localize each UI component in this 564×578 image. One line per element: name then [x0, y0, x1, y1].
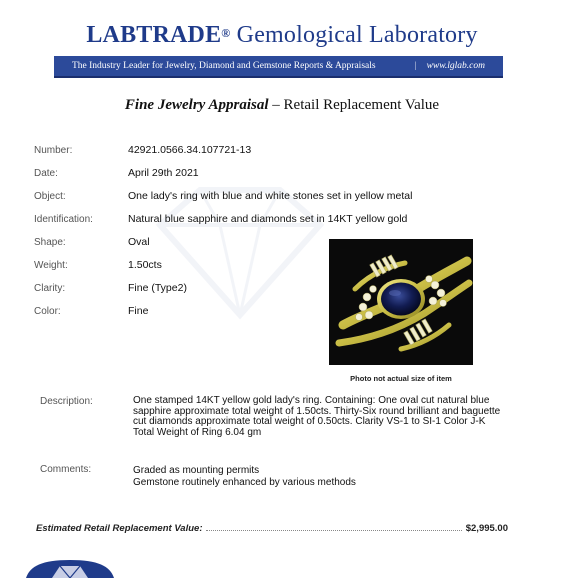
comments-line: Graded as mounting permits: [133, 465, 260, 476]
weight-label: Weight:: [34, 260, 68, 271]
shape-value: Oval: [128, 236, 150, 248]
number-value: 42921.0566.34.107721-13: [128, 144, 252, 156]
ring-photo: [329, 239, 473, 365]
clarity-value: Fine (Type2): [128, 282, 187, 294]
date-value: April 29th 2021: [128, 167, 199, 179]
document-title-sub: – Retail Replacement Value: [268, 97, 440, 113]
registered-mark: ®: [221, 26, 231, 40]
header-banner: [54, 56, 503, 78]
estimate-label: Estimated Retail Replacement Value:: [36, 523, 203, 534]
number-label: Number:: [34, 145, 73, 156]
weight-value: 1.50cts: [128, 259, 162, 271]
header-title: [0, 22, 564, 49]
banner-separator: |: [414, 61, 417, 71]
identification-value: Natural blue sapphire and diamonds set in 14KT yellow gold: [128, 213, 408, 225]
description-line: Total Weight of Ring 6.04 gm: [133, 426, 262, 438]
object-label: Object:: [34, 191, 66, 202]
description-line: One stamped 14KT yellow gold lady's ring. Containing: One oval cut natural blue: [133, 395, 490, 406]
banner-tagline: The Industry Leader for Jewelry, Diamond and Gemstone Reports & Appraisals: [72, 61, 376, 71]
estimate-row: [36, 522, 508, 534]
description-line: sapphire approximate total weight of 1.50cts. Thirty-Six round brilliant and baguette: [133, 405, 501, 417]
banner-website[interactable]: www.lglab.com: [426, 61, 485, 71]
comments-label: Comments:: [40, 464, 92, 475]
estimate-leader: [206, 522, 461, 531]
photo-caption: Photo not actual size of item: [350, 374, 452, 383]
color-value: Fine: [128, 305, 149, 317]
identification-label: Identification:: [34, 214, 93, 225]
ring-image: [329, 239, 473, 365]
document-title-main: Fine Jewelry Appraisal: [124, 97, 269, 113]
comments-text: [133, 465, 513, 489]
color-label: Color:: [34, 306, 61, 317]
shape-label: Shape:: [34, 237, 66, 248]
description-text: [133, 396, 513, 438]
description-line: cut diamonds approximate total weight of 0.50cts. Clarity VS-1 to SI-1 Color J-K: [133, 416, 486, 427]
document-title: [0, 97, 564, 114]
lab-name: Gemological Laboratory: [236, 22, 478, 48]
object-value: One lady's ring with blue and white stones set in yellow metal: [128, 190, 413, 202]
date-label: Date:: [34, 168, 58, 179]
footer-logo-icon: [22, 558, 118, 578]
estimate-value: $2,995.00: [465, 523, 508, 534]
brand-name: LABTRADE: [86, 22, 222, 48]
description-label: Description:: [40, 396, 93, 407]
comments-line: Gemstone routinely enhanced by various methods: [133, 477, 356, 488]
clarity-label: Clarity:: [34, 283, 66, 294]
